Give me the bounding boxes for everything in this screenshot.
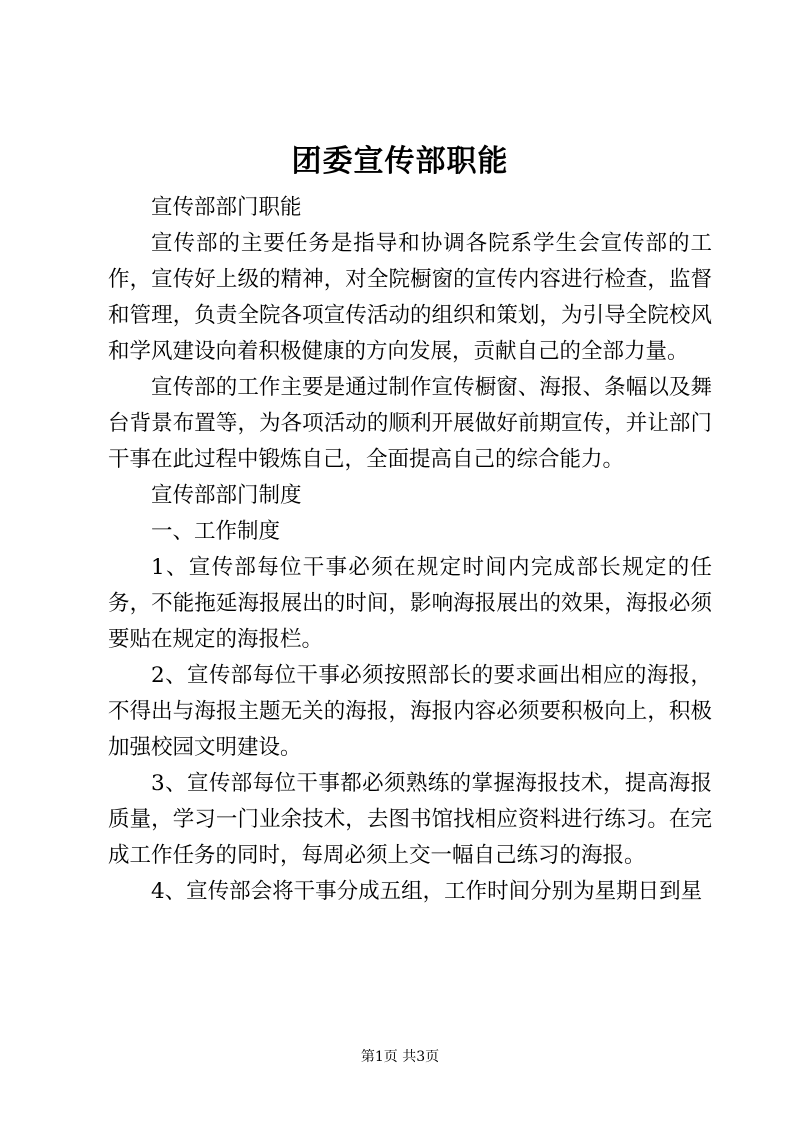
paragraph-rule-3: 3、宣传部每位干事都必须熟练的掌握海报技术，提高海报质量，学习一门业余技术，去图书馆找相应资料进行练习。在完成工作任务的同时，每周必须上交一幅自己练习的海报。 xyxy=(108,771,712,868)
document-title: 团委宣传部职能 xyxy=(291,144,509,179)
paragraph-section-work-rules: 一、工作制度 xyxy=(151,519,281,544)
document-body xyxy=(108,190,712,910)
paragraph-heading-functions: 宣传部部门职能 xyxy=(151,195,302,220)
page-footer: 第1页 共3页 xyxy=(360,1049,440,1065)
paragraph-main-tasks: 宣传部的主要任务是指导和协调各院系学生会宣传部的工作，宣传好上级的精神，对全院橱窗的宣传内容进行检查，监督和管理，负责全院各项宣传活动的组织和策划，为引导全院校风和学风建设向着积极健康的方向发展，贡献自己的全部力量。 xyxy=(108,231,712,364)
paragraph-rule-1: 1、宣传部每位干事必须在规定时间内完成部长规定的任务，不能拖延海报展出的时间，影响海报展出的效果，海报必须要贴在规定的海报栏。 xyxy=(108,555,712,652)
paragraph-heading-rules: 宣传部部门制度 xyxy=(151,483,302,508)
paragraph-rule-2: 2、宣传部每位干事必须按照部长的要求画出相应的海报，不得出与海报主题无关的海报，海报内容必须要积极向上，积极加强校园文明建设。 xyxy=(108,663,712,760)
paragraph-work-content: 宣传部的工作主要是通过制作宣传橱窗、海报、条幅以及舞台背景布置等，为各项活动的顺利开展做好前期宣传，并让部门干事在此过程中锻炼自己，全面提高自己的综合能力。 xyxy=(108,375,712,472)
paragraph-rule-4: 4、宣传部会将干事分成五组，工作时间分别为星期日到星 xyxy=(151,879,703,904)
